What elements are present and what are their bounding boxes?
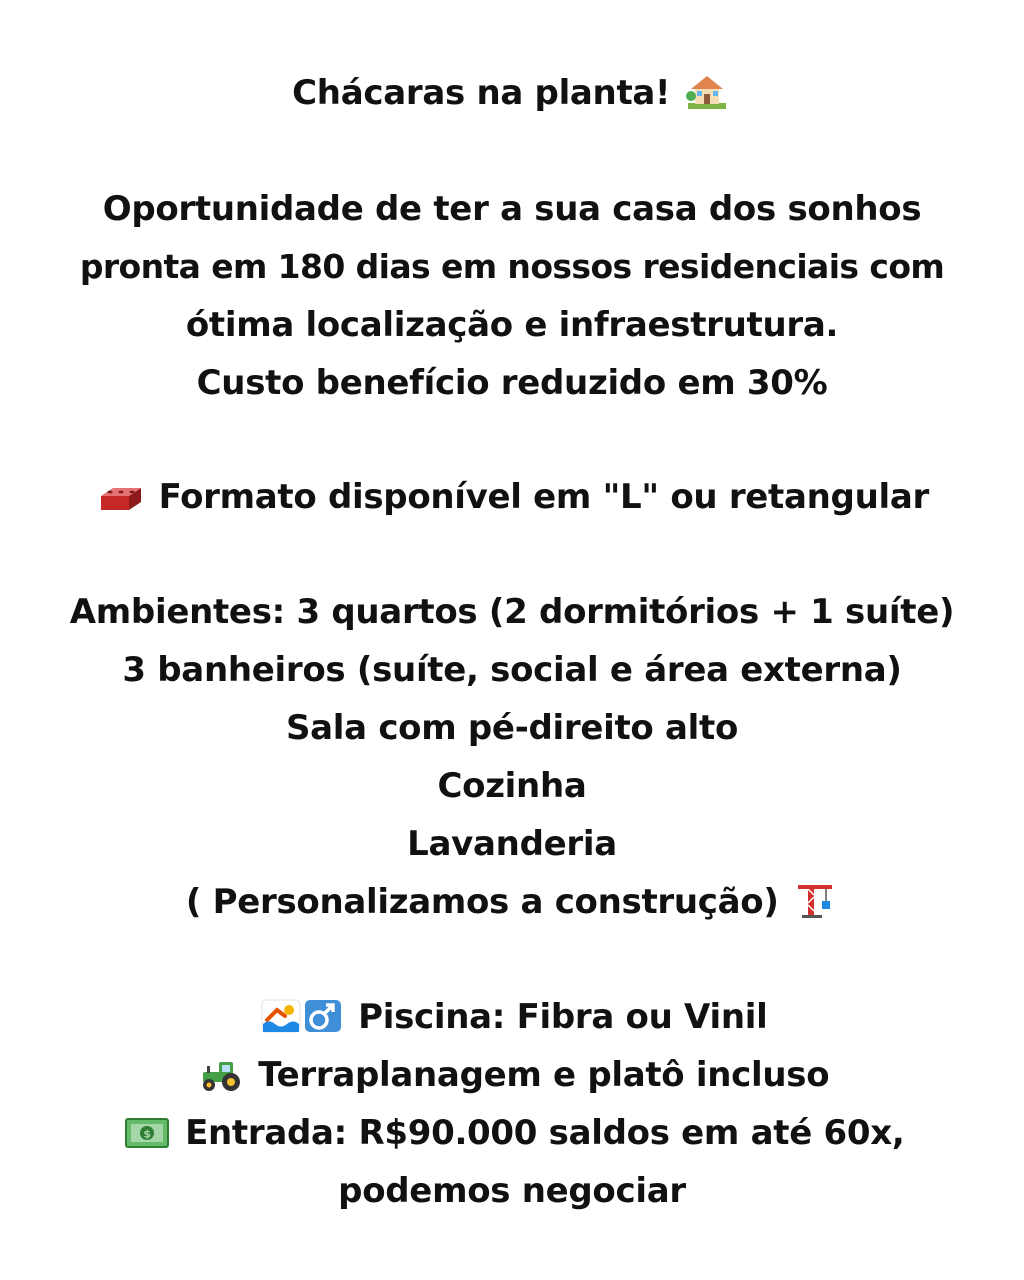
intro-line-1: Oportunidade de ter a sua casa dos sonhos: [102, 189, 922, 229]
title-line: [0, 64, 1024, 122]
format-text: Formato disponível em "L" ou retangular: [158, 477, 929, 517]
customization-text: ( Personalizamos a construção): [185, 882, 779, 922]
title: Chácaras na planta!: [292, 73, 671, 113]
format-line: [0, 468, 1024, 526]
brick-icon: [99, 484, 143, 514]
intro-line-2: pronta em 180 dias em nossos residenciais com: [79, 247, 945, 286]
payment-text: Entrada: R$90.000 saldos em até 60x,: [185, 1113, 905, 1153]
house-with-garden-icon: [686, 72, 728, 110]
tractor-icon: [199, 1058, 243, 1092]
payment-line-2: podemos negociar: [338, 1171, 686, 1211]
pool-line: [0, 988, 1024, 1046]
dollar-banknote-icon: [124, 1116, 170, 1150]
svg-text:$: $: [142, 1127, 151, 1141]
payment-line-1: [0, 1104, 1024, 1162]
rooms-line-5: Lavanderia: [407, 824, 617, 864]
rooms-line-2: 3 banheiros (suíte, social e área externa): [122, 650, 902, 690]
intro-line-3: ótima localização e infraestrutura.: [185, 305, 839, 345]
rooms-line-6: [0, 873, 1024, 931]
earthwork-line: [0, 1046, 1024, 1104]
pool-text: Piscina: Fibra ou Vinil: [358, 997, 768, 1037]
man-swimming-icon: [261, 998, 343, 1034]
intro-line-4: Custo benefício reduzido em 30%: [196, 363, 828, 403]
rooms-line-3: Sala com pé-direito alto: [285, 708, 739, 748]
construction-crane-icon: [794, 879, 834, 919]
rooms-line-1: Ambientes: 3 quartos (2 dormitórios + 1 suíte): [69, 592, 955, 632]
rooms-line-4: Cozinha: [437, 766, 587, 806]
earthwork-text: Terraplanagem e platô incluso: [258, 1055, 830, 1095]
